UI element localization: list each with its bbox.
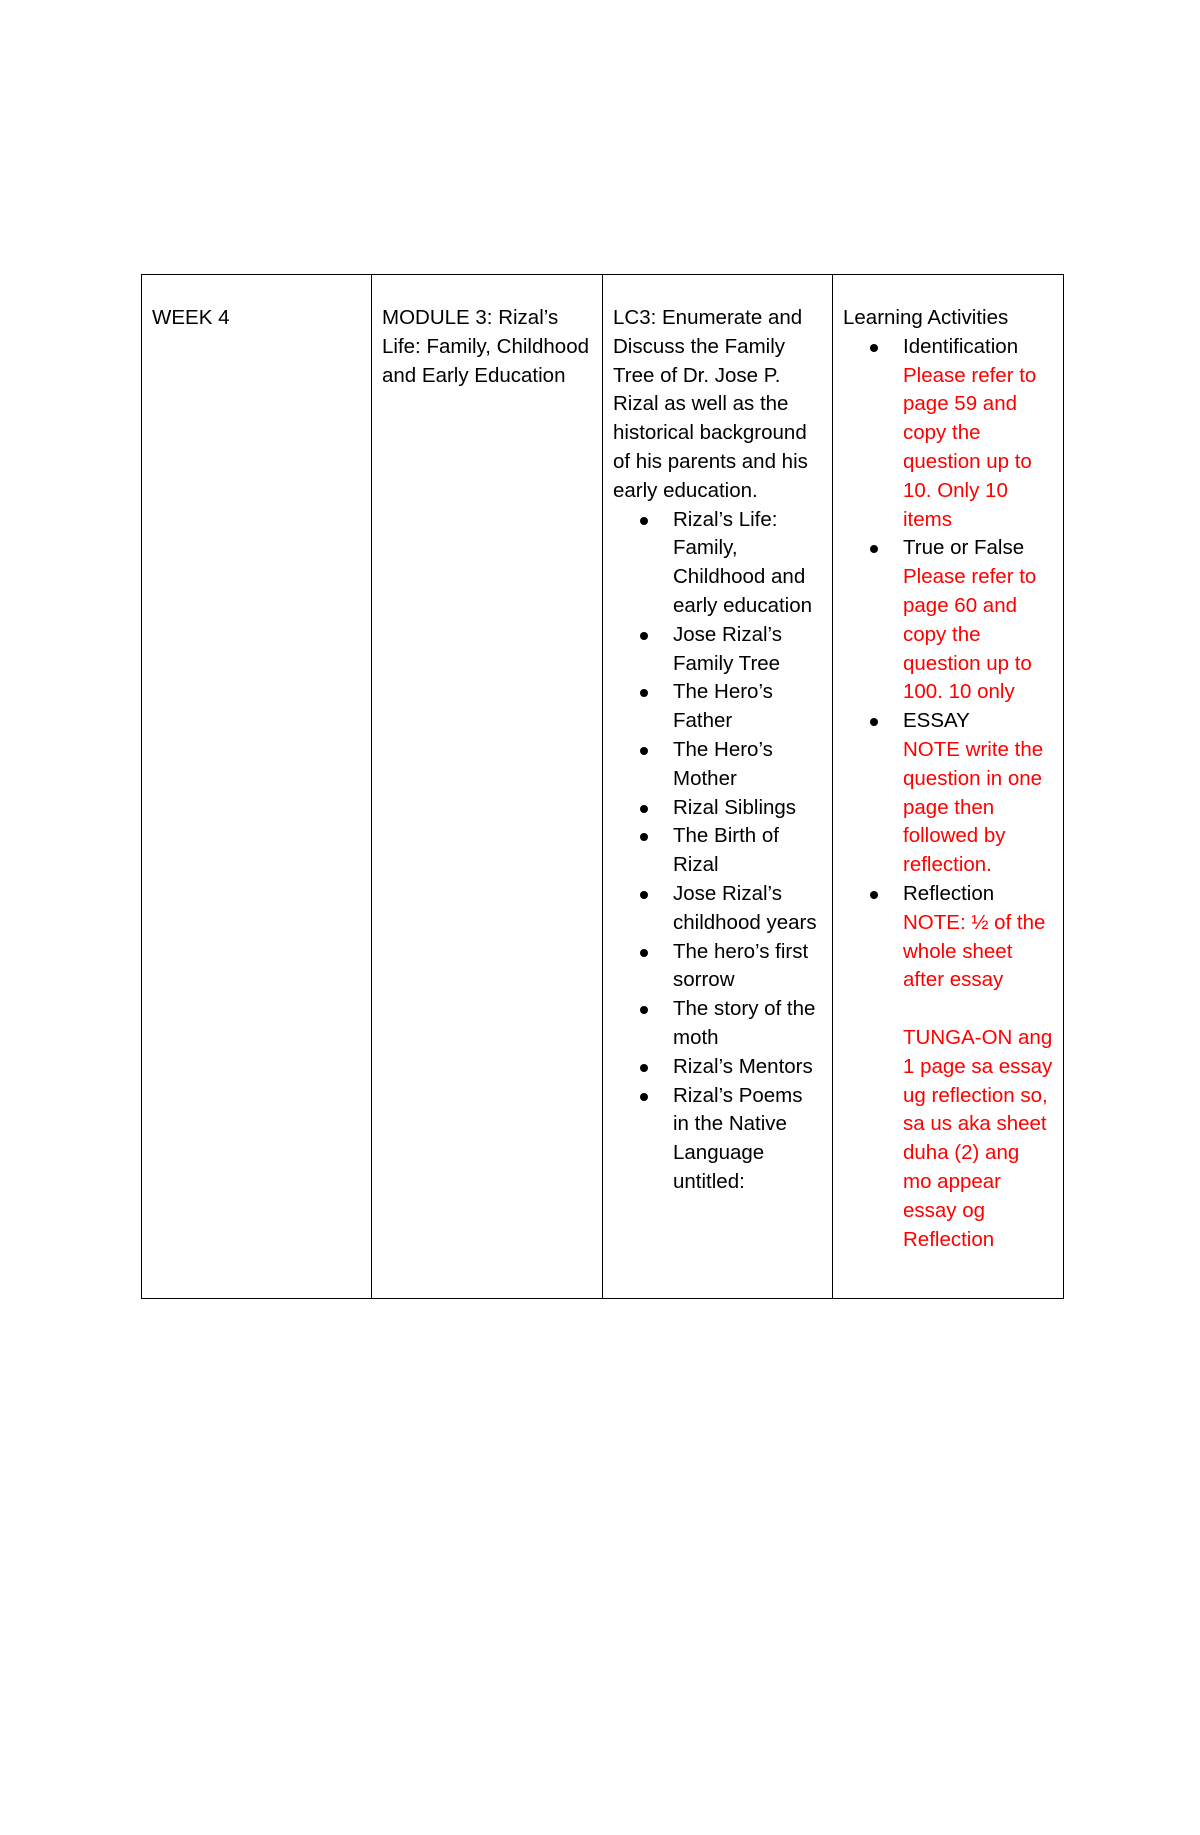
competency-intro: LC3: Enumerate and Discuss the Family Tree of Dr. Jose P. Rizal as well as the historical background of his parents and his early education. <box>613 306 808 502</box>
list-item: The Hero’s Mother <box>673 736 822 794</box>
week-label: WEEK 4 <box>152 306 230 329</box>
list-item: Rizal Siblings <box>673 794 822 823</box>
activity-reflection <box>903 880 1053 1254</box>
activity-label: Reflection <box>903 881 995 905</box>
list-item: Jose Rizal’s Family Tree <box>673 621 822 679</box>
competency-cell <box>603 275 833 1299</box>
activity-essay <box>903 707 1053 880</box>
module-title: MODULE 3: Rizal’s Life: Family, Childhood and Early Education <box>382 306 589 387</box>
spacer <box>903 995 1053 1024</box>
activities-heading: Learning Activities <box>843 306 1009 329</box>
list-item: The Hero’s Father <box>673 678 822 736</box>
activity-label: Identification <box>903 334 1019 358</box>
week-cell <box>142 275 372 1299</box>
activity-label: True or False <box>903 536 1025 560</box>
activity-note: NOTE write the question in one page then followed by reflection. <box>903 737 1044 877</box>
module-cell <box>372 275 603 1299</box>
list-item: Rizal’s Life: Family, Childhood and early education <box>673 506 822 621</box>
list-item: The Birth of Rizal <box>673 822 822 880</box>
topic-list <box>613 506 822 1197</box>
activity-true-or-false <box>903 534 1053 707</box>
activity-extra-note: TUNGA-ON ang 1 page sa essay ug reflection so, sa us aka sheet duha (2) ang mo appear essay og Reflection <box>903 1025 1053 1251</box>
list-item: Jose Rizal’s childhood years <box>673 880 822 938</box>
activities-cell <box>833 275 1064 1299</box>
lesson-plan-table <box>141 274 1064 1299</box>
table-row <box>142 275 1064 1299</box>
list-item: Rizal’s Poems in the Native Language untitled: <box>673 1082 822 1197</box>
activity-identification <box>903 333 1053 535</box>
activity-note: NOTE: ½ of the whole sheet after essay <box>903 910 1046 992</box>
list-item: The story of the moth <box>673 995 822 1053</box>
list-item: The hero’s first sorrow <box>673 938 822 996</box>
activity-note: Please refer to page 59 and copy the question up to 10. Only 10 items <box>903 363 1037 531</box>
activity-list <box>843 333 1053 1255</box>
activity-note: Please refer to page 60 and copy the question up to 100. 10 only <box>903 565 1037 704</box>
activity-label: ESSAY <box>903 709 970 733</box>
list-item: Rizal’s Mentors <box>673 1053 822 1082</box>
